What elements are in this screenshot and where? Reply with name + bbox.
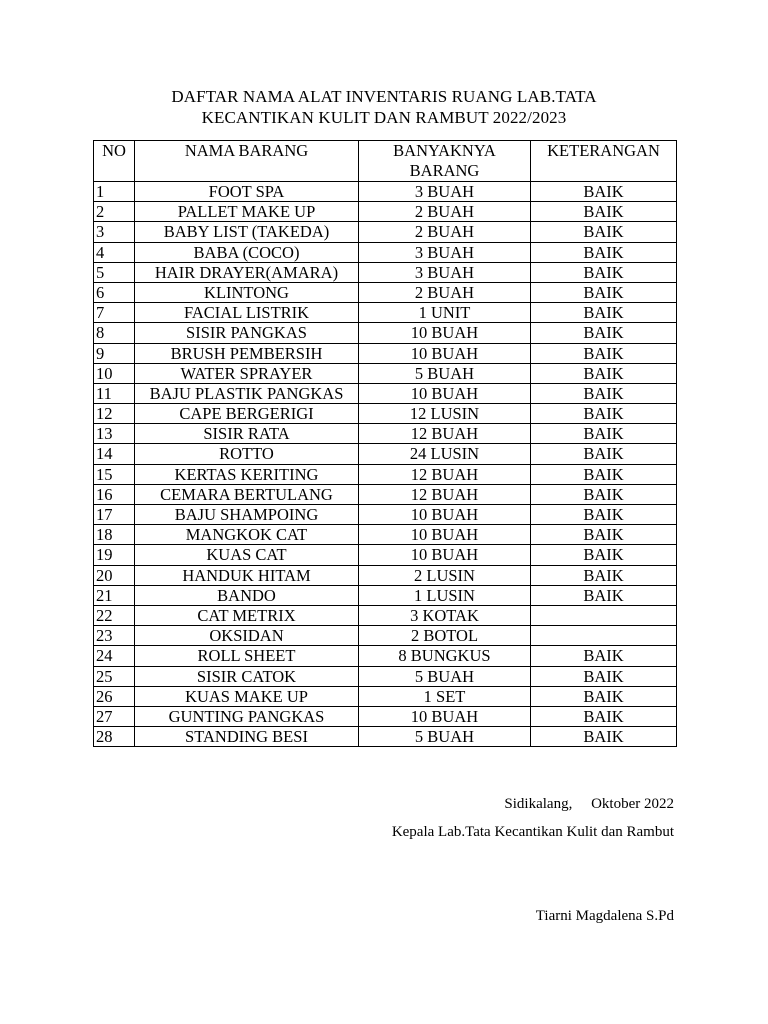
cell-nama-barang: KERTAS KERITING [135, 464, 359, 484]
table-row [94, 202, 677, 222]
cell-nama-barang: HANDUK HITAM [135, 565, 359, 585]
table-row [94, 262, 677, 282]
table-row [94, 343, 677, 363]
cell-no: 3 [94, 222, 135, 242]
cell-keterangan: BAIK [531, 222, 677, 242]
cell-banyaknya: 10 BUAH [359, 545, 531, 565]
cell-keterangan: BAIK [531, 182, 677, 202]
cell-nama-barang: BAJU PLASTIK PANGKAS [135, 383, 359, 403]
table-row [94, 605, 677, 625]
cell-banyaknya: 3 BUAH [359, 262, 531, 282]
cell-nama-barang: GUNTING PANGKAS [135, 706, 359, 726]
cell-keterangan [531, 626, 677, 646]
cell-keterangan [531, 605, 677, 625]
cell-no: 8 [94, 323, 135, 343]
table-row [94, 303, 677, 323]
cell-nama-barang: SISIR CATOK [135, 666, 359, 686]
table-row [94, 323, 677, 343]
cell-banyaknya: 2 LUSIN [359, 565, 531, 585]
cell-nama-barang: MANGKOK CAT [135, 525, 359, 545]
cell-keterangan: BAIK [531, 464, 677, 484]
cell-no: 25 [94, 666, 135, 686]
cell-nama-barang: BANDO [135, 585, 359, 605]
table-row [94, 182, 677, 202]
table-row [94, 706, 677, 726]
cell-no: 17 [94, 505, 135, 525]
cell-no: 24 [94, 646, 135, 666]
cell-nama-barang: STANDING BESI [135, 727, 359, 747]
signature-place-date: Sidikalang, Oktober 2022 [504, 796, 674, 812]
cell-banyaknya: 3 BUAH [359, 242, 531, 262]
table-header-row [94, 141, 677, 182]
cell-banyaknya: 2 BUAH [359, 202, 531, 222]
title-line-2: KECANTIKAN KULIT DAN RAMBUT 2022/2023 [201, 108, 567, 127]
cell-nama-barang: BRUSH PEMBERSIH [135, 343, 359, 363]
cell-banyaknya: 1 LUSIN [359, 585, 531, 605]
cell-banyaknya: 5 BUAH [359, 363, 531, 383]
cell-banyaknya: 3 BUAH [359, 182, 531, 202]
cell-keterangan: BAIK [531, 202, 677, 222]
cell-banyaknya: 2 BOTOL [359, 626, 531, 646]
table-row [94, 666, 677, 686]
cell-no: 28 [94, 727, 135, 747]
cell-nama-barang: BABA (COCO) [135, 242, 359, 262]
cell-banyaknya: 5 BUAH [359, 727, 531, 747]
cell-no: 16 [94, 484, 135, 504]
cell-no: 18 [94, 525, 135, 545]
cell-nama-barang: ROTTO [135, 444, 359, 464]
table-row [94, 222, 677, 242]
header-nama-barang: NAMA BARANG [135, 141, 359, 182]
cell-nama-barang: WATER SPRAYER [135, 363, 359, 383]
cell-banyaknya: 1 UNIT [359, 303, 531, 323]
cell-nama-barang: FACIAL LISTRIK [135, 303, 359, 323]
cell-keterangan: BAIK [531, 585, 677, 605]
cell-nama-barang: CEMARA BERTULANG [135, 484, 359, 504]
table-row [94, 484, 677, 504]
cell-nama-barang: CAT METRIX [135, 605, 359, 625]
cell-banyaknya: 12 BUAH [359, 464, 531, 484]
cell-keterangan: BAIK [531, 242, 677, 262]
signature-role: Kepala Lab.Tata Kecantikan Kulit dan Rambut [391, 824, 674, 840]
cell-no: 4 [94, 242, 135, 262]
cell-banyaknya: 1 SET [359, 686, 531, 706]
cell-keterangan: BAIK [531, 505, 677, 525]
cell-banyaknya: 3 KOTAK [359, 605, 531, 625]
cell-banyaknya: 12 BUAH [359, 424, 531, 444]
signature-name: Tiarni Magdalena S.Pd [535, 908, 674, 924]
cell-banyaknya: 12 BUAH [359, 484, 531, 504]
cell-banyaknya: 24 LUSIN [359, 444, 531, 464]
cell-nama-barang: KUAS CAT [135, 545, 359, 565]
cell-no: 6 [94, 282, 135, 302]
table-row [94, 242, 677, 262]
cell-keterangan: BAIK [531, 323, 677, 343]
cell-keterangan: BAIK [531, 706, 677, 726]
cell-no: 11 [94, 383, 135, 403]
cell-keterangan: BAIK [531, 686, 677, 706]
cell-nama-barang: FOOT SPA [135, 182, 359, 202]
cell-banyaknya: 8 BUNGKUS [359, 646, 531, 666]
cell-no: 23 [94, 626, 135, 646]
cell-nama-barang: CAPE BERGERIGI [135, 404, 359, 424]
cell-no: 15 [94, 464, 135, 484]
cell-no: 9 [94, 343, 135, 363]
cell-banyaknya: 2 BUAH [359, 282, 531, 302]
document-title [0, 86, 768, 128]
table-row [94, 585, 677, 605]
cell-keterangan: BAIK [531, 646, 677, 666]
cell-keterangan: BAIK [531, 343, 677, 363]
cell-keterangan: BAIK [531, 383, 677, 403]
cell-banyaknya: 10 BUAH [359, 343, 531, 363]
cell-keterangan: BAIK [531, 363, 677, 383]
cell-nama-barang: SISIR RATA [135, 424, 359, 444]
table-row [94, 404, 677, 424]
table-row [94, 444, 677, 464]
cell-nama-barang: ROLL SHEET [135, 646, 359, 666]
table-row [94, 646, 677, 666]
table-row [94, 383, 677, 403]
cell-keterangan: BAIK [531, 262, 677, 282]
cell-nama-barang: KLINTONG [135, 282, 359, 302]
cell-keterangan: BAIK [531, 565, 677, 585]
cell-no: 13 [94, 424, 135, 444]
cell-nama-barang: SISIR PANGKAS [135, 323, 359, 343]
cell-no: 20 [94, 565, 135, 585]
table-row [94, 686, 677, 706]
cell-keterangan: BAIK [531, 424, 677, 444]
table-row [94, 565, 677, 585]
cell-no: 10 [94, 363, 135, 383]
cell-keterangan: BAIK [531, 525, 677, 545]
cell-keterangan: BAIK [531, 545, 677, 565]
cell-no: 22 [94, 605, 135, 625]
cell-banyaknya: 10 BUAH [359, 706, 531, 726]
table-row [94, 363, 677, 383]
cell-no: 1 [94, 182, 135, 202]
cell-no: 5 [94, 262, 135, 282]
cell-nama-barang: BABY LIST (TAKEDA) [135, 222, 359, 242]
cell-no: 27 [94, 706, 135, 726]
header-keterangan: KETERANGAN [531, 141, 677, 182]
cell-banyaknya: 2 BUAH [359, 222, 531, 242]
header-no: NO [94, 141, 135, 182]
cell-keterangan: BAIK [531, 666, 677, 686]
table-row [94, 505, 677, 525]
cell-keterangan: BAIK [531, 727, 677, 747]
cell-keterangan: BAIK [531, 444, 677, 464]
inventory-table [93, 140, 677, 747]
cell-nama-barang: KUAS MAKE UP [135, 686, 359, 706]
cell-nama-barang: BAJU SHAMPOING [135, 505, 359, 525]
table-row [94, 525, 677, 545]
cell-nama-barang: HAIR DRAYER(AMARA) [135, 262, 359, 282]
title-line-1: DAFTAR NAMA ALAT INVENTARIS RUANG LAB.TATA [171, 87, 597, 106]
cell-no: 2 [94, 202, 135, 222]
cell-banyaknya: 10 BUAH [359, 383, 531, 403]
header-banyaknya-barang: BANYAKNYA BARANG [359, 141, 531, 182]
cell-keterangan: BAIK [531, 303, 677, 323]
cell-no: 14 [94, 444, 135, 464]
table-row [94, 282, 677, 302]
cell-no: 19 [94, 545, 135, 565]
cell-banyaknya: 10 BUAH [359, 525, 531, 545]
cell-banyaknya: 10 BUAH [359, 505, 531, 525]
cell-nama-barang: OKSIDAN [135, 626, 359, 646]
cell-keterangan: BAIK [531, 404, 677, 424]
table-row [94, 464, 677, 484]
cell-no: 26 [94, 686, 135, 706]
table-row [94, 424, 677, 444]
cell-no: 21 [94, 585, 135, 605]
table-row [94, 545, 677, 565]
table-row [94, 626, 677, 646]
table-body [94, 182, 677, 747]
cell-banyaknya: 12 LUSIN [359, 404, 531, 424]
table-row [94, 727, 677, 747]
cell-keterangan: BAIK [531, 282, 677, 302]
cell-banyaknya: 5 BUAH [359, 666, 531, 686]
cell-keterangan: BAIK [531, 484, 677, 504]
cell-nama-barang: PALLET MAKE UP [135, 202, 359, 222]
cell-banyaknya: 10 BUAH [359, 323, 531, 343]
cell-no: 12 [94, 404, 135, 424]
cell-no: 7 [94, 303, 135, 323]
